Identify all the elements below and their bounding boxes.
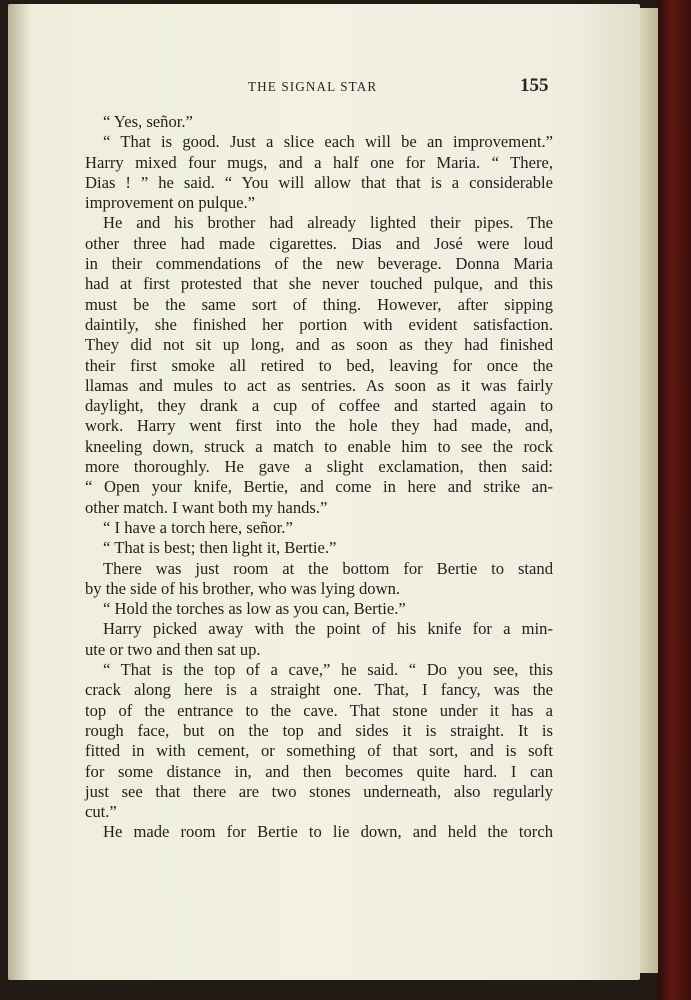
text-line: other three had made cigarettes. Dias and José were loud bbox=[85, 233, 553, 253]
text-line: work. Harry went first into the hole they had made, and, bbox=[85, 416, 553, 436]
text-line: “ Yes, señor.” bbox=[103, 112, 193, 131]
text-line: other match. I want both my hands.” bbox=[85, 497, 328, 517]
text-line: crack along here is a straight one. That, I fancy, was the bbox=[85, 680, 553, 700]
text-line: “ I have a torch here, señor.” bbox=[103, 517, 293, 537]
text-line: improvement on pulque.” bbox=[85, 193, 256, 213]
text-line: llamas and mules to act as sentries. As soon as it was fairly bbox=[85, 375, 553, 395]
text-line: They did not sit up long, and as soon as they had finished bbox=[85, 335, 553, 355]
gutter-shadow bbox=[8, 4, 30, 980]
text-line: “ That is the top of a cave,” he said. “ Do you see, this bbox=[103, 660, 553, 680]
body-text bbox=[85, 112, 553, 843]
text-line: by the side of his brother, who was lying down. bbox=[85, 578, 401, 598]
text-line: fitted in with cement, or something of that sort, and is soft bbox=[85, 741, 553, 761]
text-line: He made room for Bertie to lie down, and held the torch bbox=[103, 822, 553, 842]
text-line: rough face, but on the top and sides it is straight. It is bbox=[85, 720, 553, 740]
text-line: “ That is best; then light it, Bertie.” bbox=[103, 538, 337, 558]
text-line: had at first protested that she never touched pulque, and this bbox=[85, 274, 553, 294]
text-line: daylight, they drank a cup of coffee and started again to bbox=[85, 396, 553, 416]
text-line: kneeling down, struck a match to enable him to see the rock bbox=[85, 436, 553, 456]
text-line: Dias ! ” he said. “ You will allow that that is a considerable bbox=[85, 172, 553, 192]
text-line: top of the entrance to the cave. That stone under it has a bbox=[85, 700, 553, 720]
text-line: their first smoke all retired to bed, leaving for once the bbox=[85, 355, 553, 375]
text-line: more thoroughly. He gave a slight exclamation, then said: bbox=[85, 457, 553, 477]
running-head: THE SIGNAL STAR bbox=[248, 79, 378, 94]
text-line: There was just room at the bottom for Bertie to stand bbox=[103, 558, 553, 578]
page-stack-edge bbox=[640, 8, 658, 973]
text-line: “ Hold the torches as low as you can, Bertie.” bbox=[103, 599, 406, 619]
text-line: just see that there are two stones underneath, also regularly bbox=[85, 781, 553, 801]
text-line: ute or two and then sat up. bbox=[85, 639, 261, 659]
text-line: He and his brother had already lighted their pipes. The bbox=[103, 213, 553, 233]
text-line: “ That is good. Just a slice each will be an improvement.” bbox=[103, 132, 553, 152]
text-line: Harry picked away with the point of his knife for a min- bbox=[103, 619, 553, 639]
text-line: daintily, she finished her portion with evident satisfaction. bbox=[85, 314, 553, 334]
text-line: “ Open your knife, Bertie, and come in here and strike an- bbox=[85, 477, 553, 497]
text-line: cut.” bbox=[85, 802, 117, 822]
book-cover-edge bbox=[658, 0, 691, 1000]
text-line: in their commendations of the new beverage. Donna Maria bbox=[85, 254, 553, 274]
text-line: Harry mixed four mugs, and a half one for Maria. “ There, bbox=[85, 152, 553, 172]
page-number: 155 bbox=[520, 75, 549, 96]
text-line: for some distance in, and then becomes quite hard. I can bbox=[85, 761, 553, 781]
text-line: must be the same sort of thing. However, after sipping bbox=[85, 294, 553, 314]
